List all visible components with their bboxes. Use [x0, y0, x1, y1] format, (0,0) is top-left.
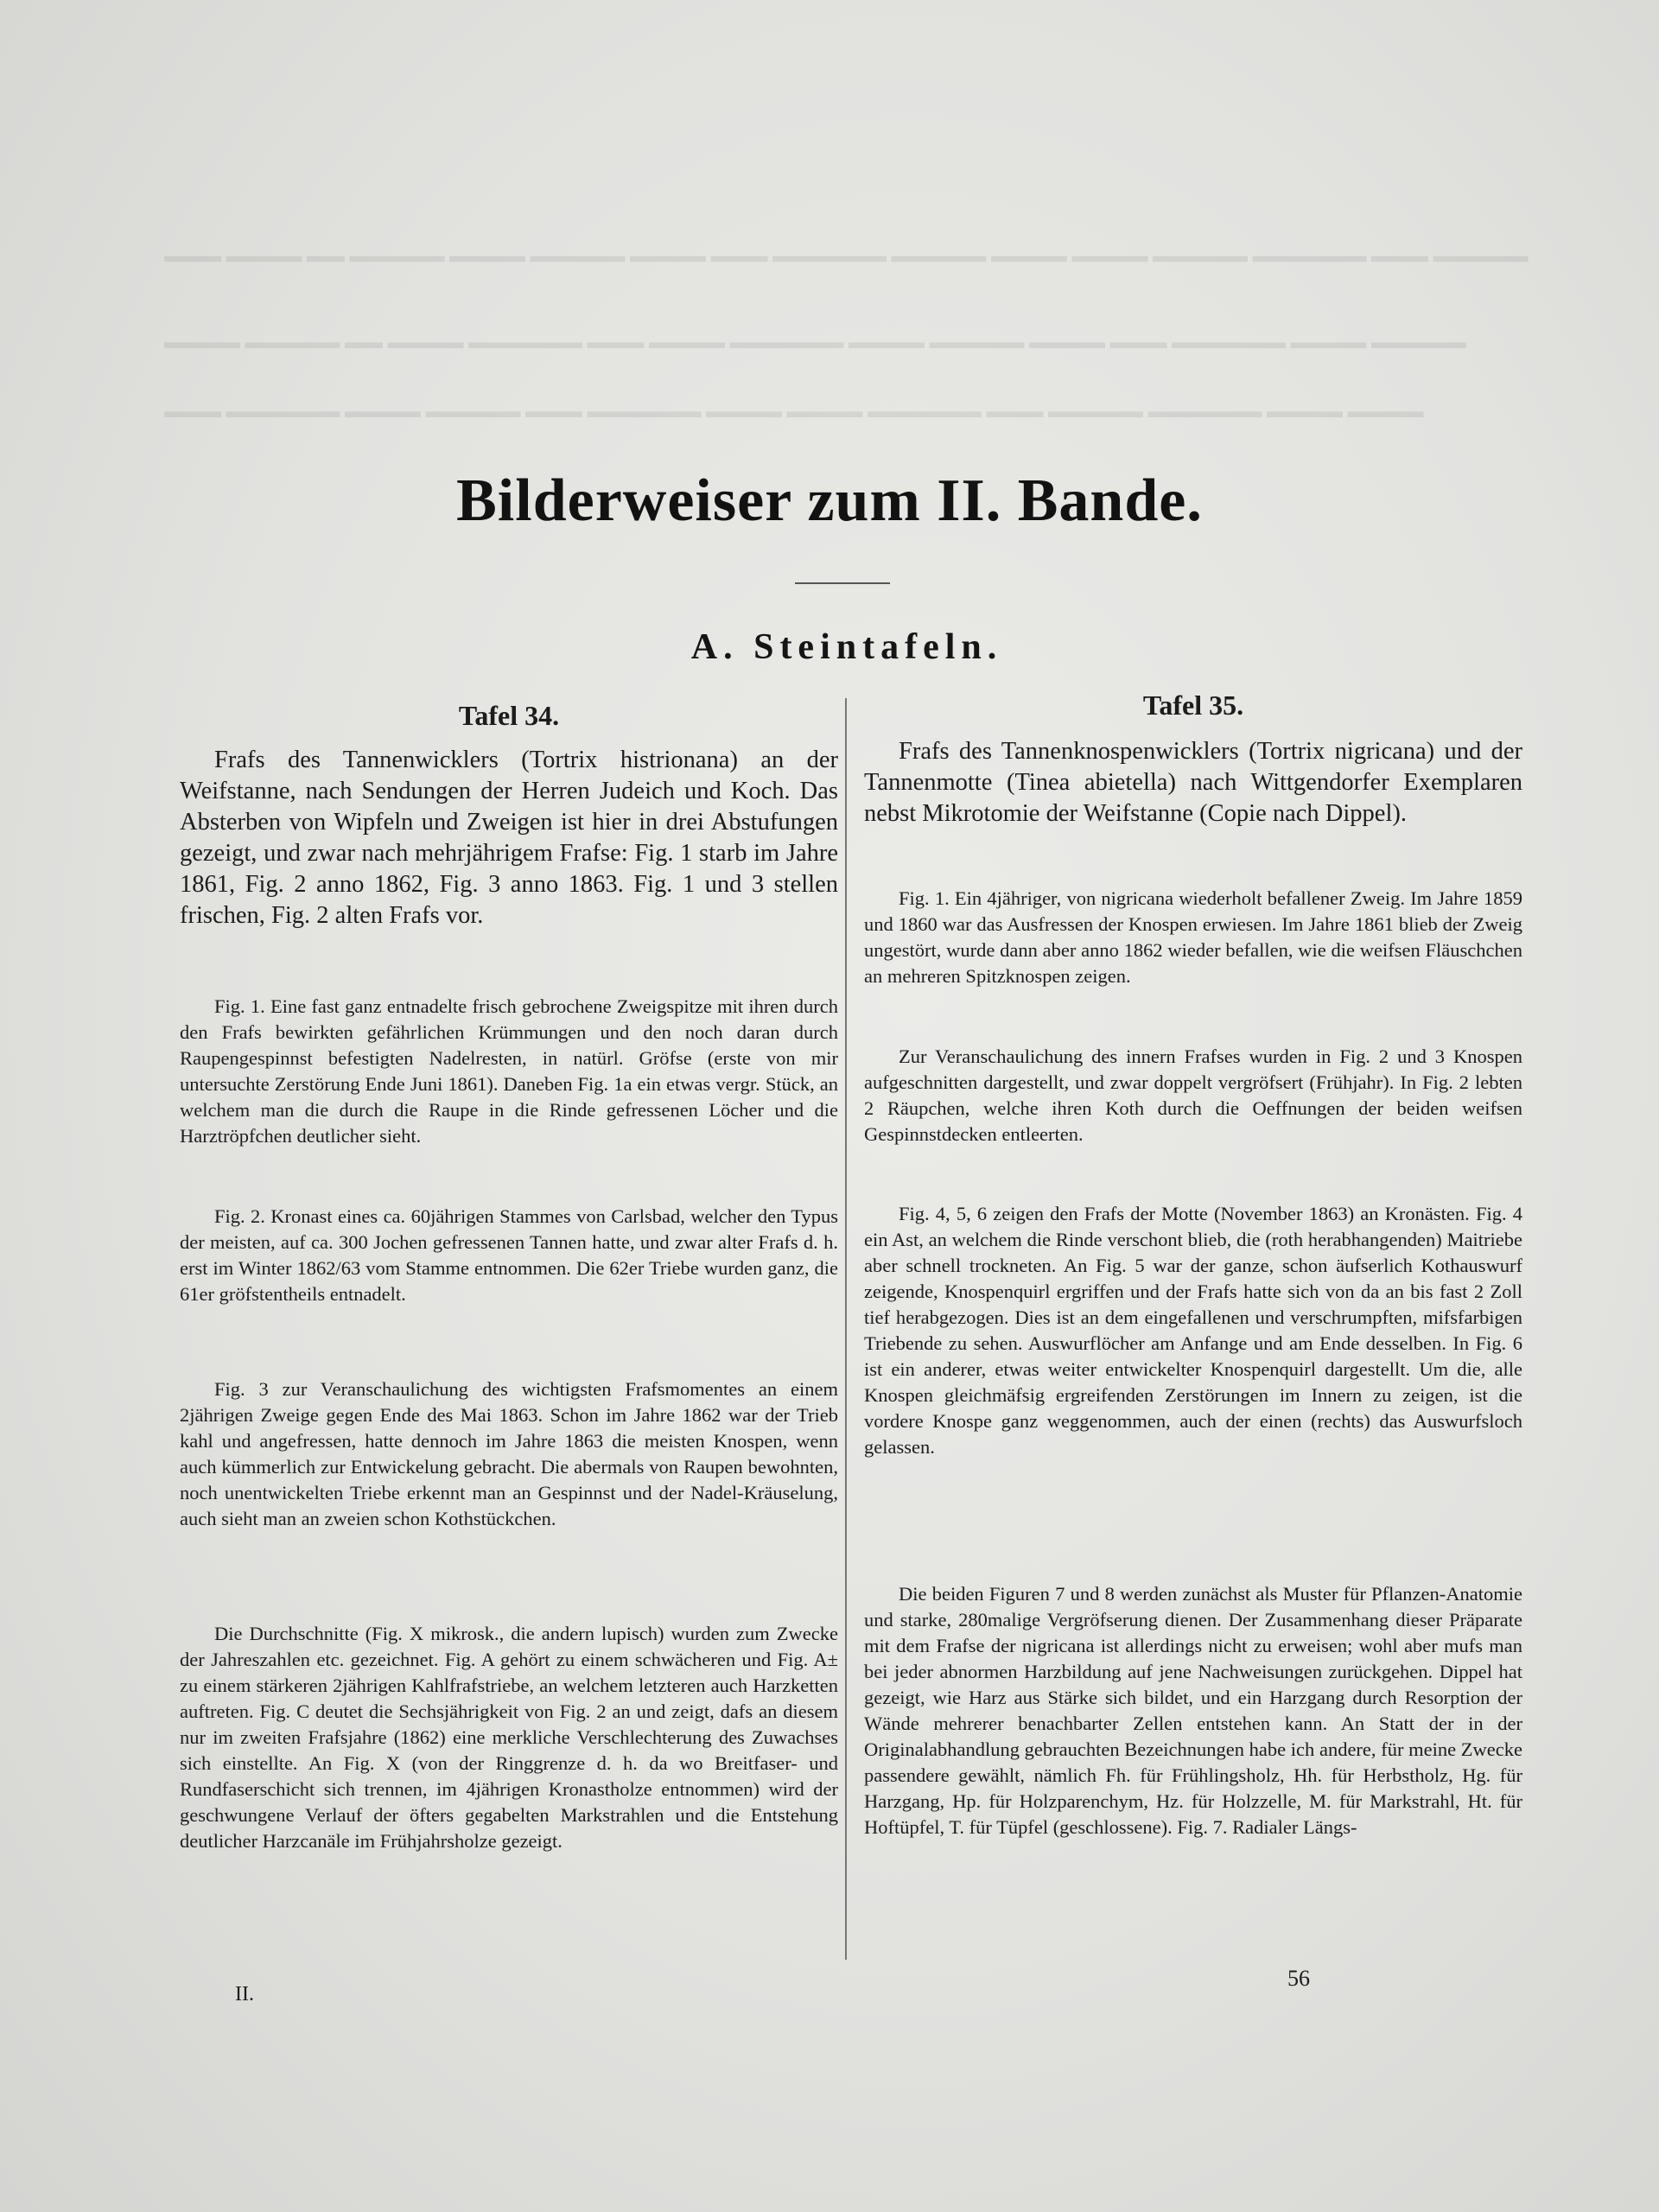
title-divider — [795, 582, 890, 584]
page-title: Bilderweiser zum II. Bande. — [456, 467, 1203, 534]
figure-description: Fig. 2. Kronast eines ca. 60jährigen Stammes von Carlsbad, welcher den Typus der meisten, auf ca. 300 Jochen gefressenen Tannen hatte, und zwar alter Frafs d. h. erst im Winter 1862/63 vom Stamme entnommen. Die 62er Triebe wurden ganz, die 61er gröfstentheils entnadelt. — [180, 1205, 838, 1305]
bleed-through-text: ▬▬▬ ▬▬▬▬ ▬▬ ▬▬▬▬▬ ▬▬▬▬ ▬▬▬▬▬ ▬▬▬▬ ▬▬▬ ▬▬▬▬▬▬ ▬▬▬▬▬ ▬▬▬▬ ▬▬▬▬ ▬▬▬▬▬ ▬▬▬▬▬▬ ▬▬▬ ▬▬▬▬▬ — [164, 245, 1529, 266]
plate-heading: Tafel 34. — [458, 700, 560, 731]
figure-description: Fig. 1. Ein 4jähriger, von nigricana wiederholt befallener Zweig. Im Jahre 1859 und 1860 war das Ausfressen der Knospen erwiesen. Im Jahre 1861 blieb der Zweig ungestört, wurde dann aber anno 1862 wieder befallen, wie die weifsen Fläuschchen an mehreren Spitzknospen zeigen. — [864, 887, 1522, 987]
plate-intro: Frafs des Tannenknospenwicklers (Tortrix nigricana) und der Tannenmotte (Tinea abietella) nach Wittgendorfer Exemplaren nebst Mikrotomie der Weifstanne (Copie nach Dippel). — [864, 738, 1522, 827]
figure-description: Die beiden Figuren 7 und 8 werden zunächst als Muster für Pflanzen-Anatomie und starke, 280malige Vergröfserung dienen. Der Zusammenhang dieser Präparate mit dem Frafse der nigricana ist allerdings nicht zu erweisen; wohl aber mufs man bei jeder abnormen Harzbildung auf jene Nachweisungen zurückgehen. Dippel hat gezeigt, wie Harz aus Stärke sich bildet, und ein Harzgang durch Resorption der Wände mehrerer benachbarter Zellen entstehen kann. An Statt der in der Originalabhandlung gebrauchten Bezeichnungen habe ich andere, für meine Zwecke passendere gewählt, nämlich Fh. für Frühlingsholz, Hh. für Herbstholz, Hg. für Harzgang, Hp. für Holzparenchym, Hz. für Holzzelle, M. für Markstrahl, Ht. für Hoftüpfel, T. für Tüpfel (geschlossene). Fig. 7. Radialer Längs- — [864, 1583, 1522, 1838]
figure-description: Fig. 1. Eine fast ganz entnadelte frisch gebrochene Zweigspitze mit ihren durch den Frafs bewirkten gefährlichen Krümmungen und den noch daran durch Raupengespinnst befestigten Nadelresten, in natürl. Gröfse (erste von mir untersuchte Zerstörung Ende Juni 1861). Daneben Fig. 1a ein etwas vergr. Stück, an welchem man die durch die Raupe in die Rinde gefressenen Löcher und die Harztröpfchen deutlicher sieht. — [180, 995, 838, 1147]
figure-description: Fig. 3 zur Veranschaulichung des wichtigsten Frafsmomentes an einem 2jährigen Zweige gegen Ende des Mai 1863. Schon im Jahre 1862 war der Trieb kahl und angefressen, hatte dennoch im Jahre 1863 die meisten Knospen, wenn auch kümmerlich zur Entwickelung gebracht. Die abermals von Raupen bewohnten, noch unentwickelten Triebe erkennt man an Gespinnst und der Nadel-Kräuselung, auch sieht man an zweien schon Kothstückchen. — [180, 1378, 838, 1529]
figure-description: Fig. 4, 5, 6 zeigen den Frafs der Motte (November 1863) an Kronästen. Fig. 4 ein Ast, an welchem die Rinde verschont blieb, die (roth herabhangenden) Maitriebe aber schnell trockneten. An Fig. 5 war der ganze, schon äufserlich Kothauswurf zeigende, Knospenquirl ergriffen und der Frafs hatte sich von da an bis fast 2 Zoll tief herabgezogen. Dies ist an dem eingefallenen und verschrumpften, mifsfarbigen Triebende zu sehen. Auswurflöcher am Anfange und am Ende desselben. In Fig. 6 ist ein anderer, etwas weiter entwickelter Knospenquirl dargestellt. Um die, alle Knospen gleichmäfsig ergreifenden Zerstörungen im Innern zu zeigen, ist die vordere Knospe ganz weggenommen, auch der einen (rechts) das Auswurfsloch gelassen. — [864, 1203, 1522, 1458]
column-divider — [845, 698, 847, 1960]
figure-description: Die Durchschnitte (Fig. X mikrosk., die andern lupisch) wurden zum Zwecke der Jahreszahlen etc. gezeichnet. Fig. A gehört zu einem schwächeren und Fig. A± zu einem stärkeren 2jährigen Kahlfrafstriebe, an welchem letzteren auch Harzketten auftreten. Fig. C deutet die Sechsjährigkeit von Fig. 2 an und zeigt, dafs an diesem nur im zweiten Frafsjahre (1862) eine merkliche Verschlechterung des Zuwachses sich einstellte. An Fig. X (von der Ringgrenze d. h. da wo Breitfaser- und Rundfaserschicht sich trennen, im 4jährigen Kronastholze entnommen) wird der geschwungene Verlauf der öfters gegabelten Markstrahlen und die Entstehung deutlicher Harzcanäle im Frühjahrsholze gezeigt. — [180, 1623, 838, 1852]
section-heading: A. Steintafeln. — [690, 627, 1003, 667]
bleed-through-text: ▬▬▬▬ ▬▬▬▬▬ ▬▬ ▬▬▬▬ ▬▬▬▬▬▬ ▬▬▬ ▬▬▬▬ ▬▬▬▬▬▬ ▬▬▬▬ ▬▬▬▬▬ ▬▬▬▬ ▬▬▬ ▬▬▬▬▬▬ ▬▬▬▬ ▬▬▬▬▬ — [164, 331, 1466, 353]
plate-heading: Tafel 35. — [1142, 690, 1244, 721]
figure-description: Zur Veranschaulichung des innern Frafses wurden in Fig. 2 und 3 Knospen aufgeschnitten dargestellt, und zwar doppelt vergröfsert (Frühjahr). In Fig. 2 lebten 2 Räupchen, welche ihren Koth durch die Oeffnungen der beiden weifsen Gespinnstdecken entleerten. — [864, 1046, 1522, 1145]
signature-mark: II. — [235, 1983, 254, 2005]
page-number: 56 — [1287, 1966, 1310, 1991]
plate-intro: Frafs des Tannenwicklers (Tortrix histrionana) an der Weifstanne, nach Sendungen der Herren Judeich und Koch. Das Absterben von Wipfeln und Zweigen ist hier in drei Abstufungen gezeigt, und zwar nach mehrjährigem Frafse: Fig. 1 starb im Jahre 1861, Fig. 2 anno 1862, Fig. 3 anno 1863. Fig. 1 und 3 stellen frischen, Fig. 2 alten Frafs vor. — [180, 747, 838, 929]
bleed-through-text: ▬▬▬ ▬▬▬▬▬▬ ▬▬▬▬ ▬▬▬▬▬ ▬▬▬ ▬▬▬▬▬▬ ▬▬▬▬ ▬▬▬▬ ▬▬▬▬▬▬ ▬▬▬ ▬▬▬▬▬ ▬▬▬▬▬▬ ▬▬▬▬ ▬▬▬▬ — [164, 400, 1424, 422]
